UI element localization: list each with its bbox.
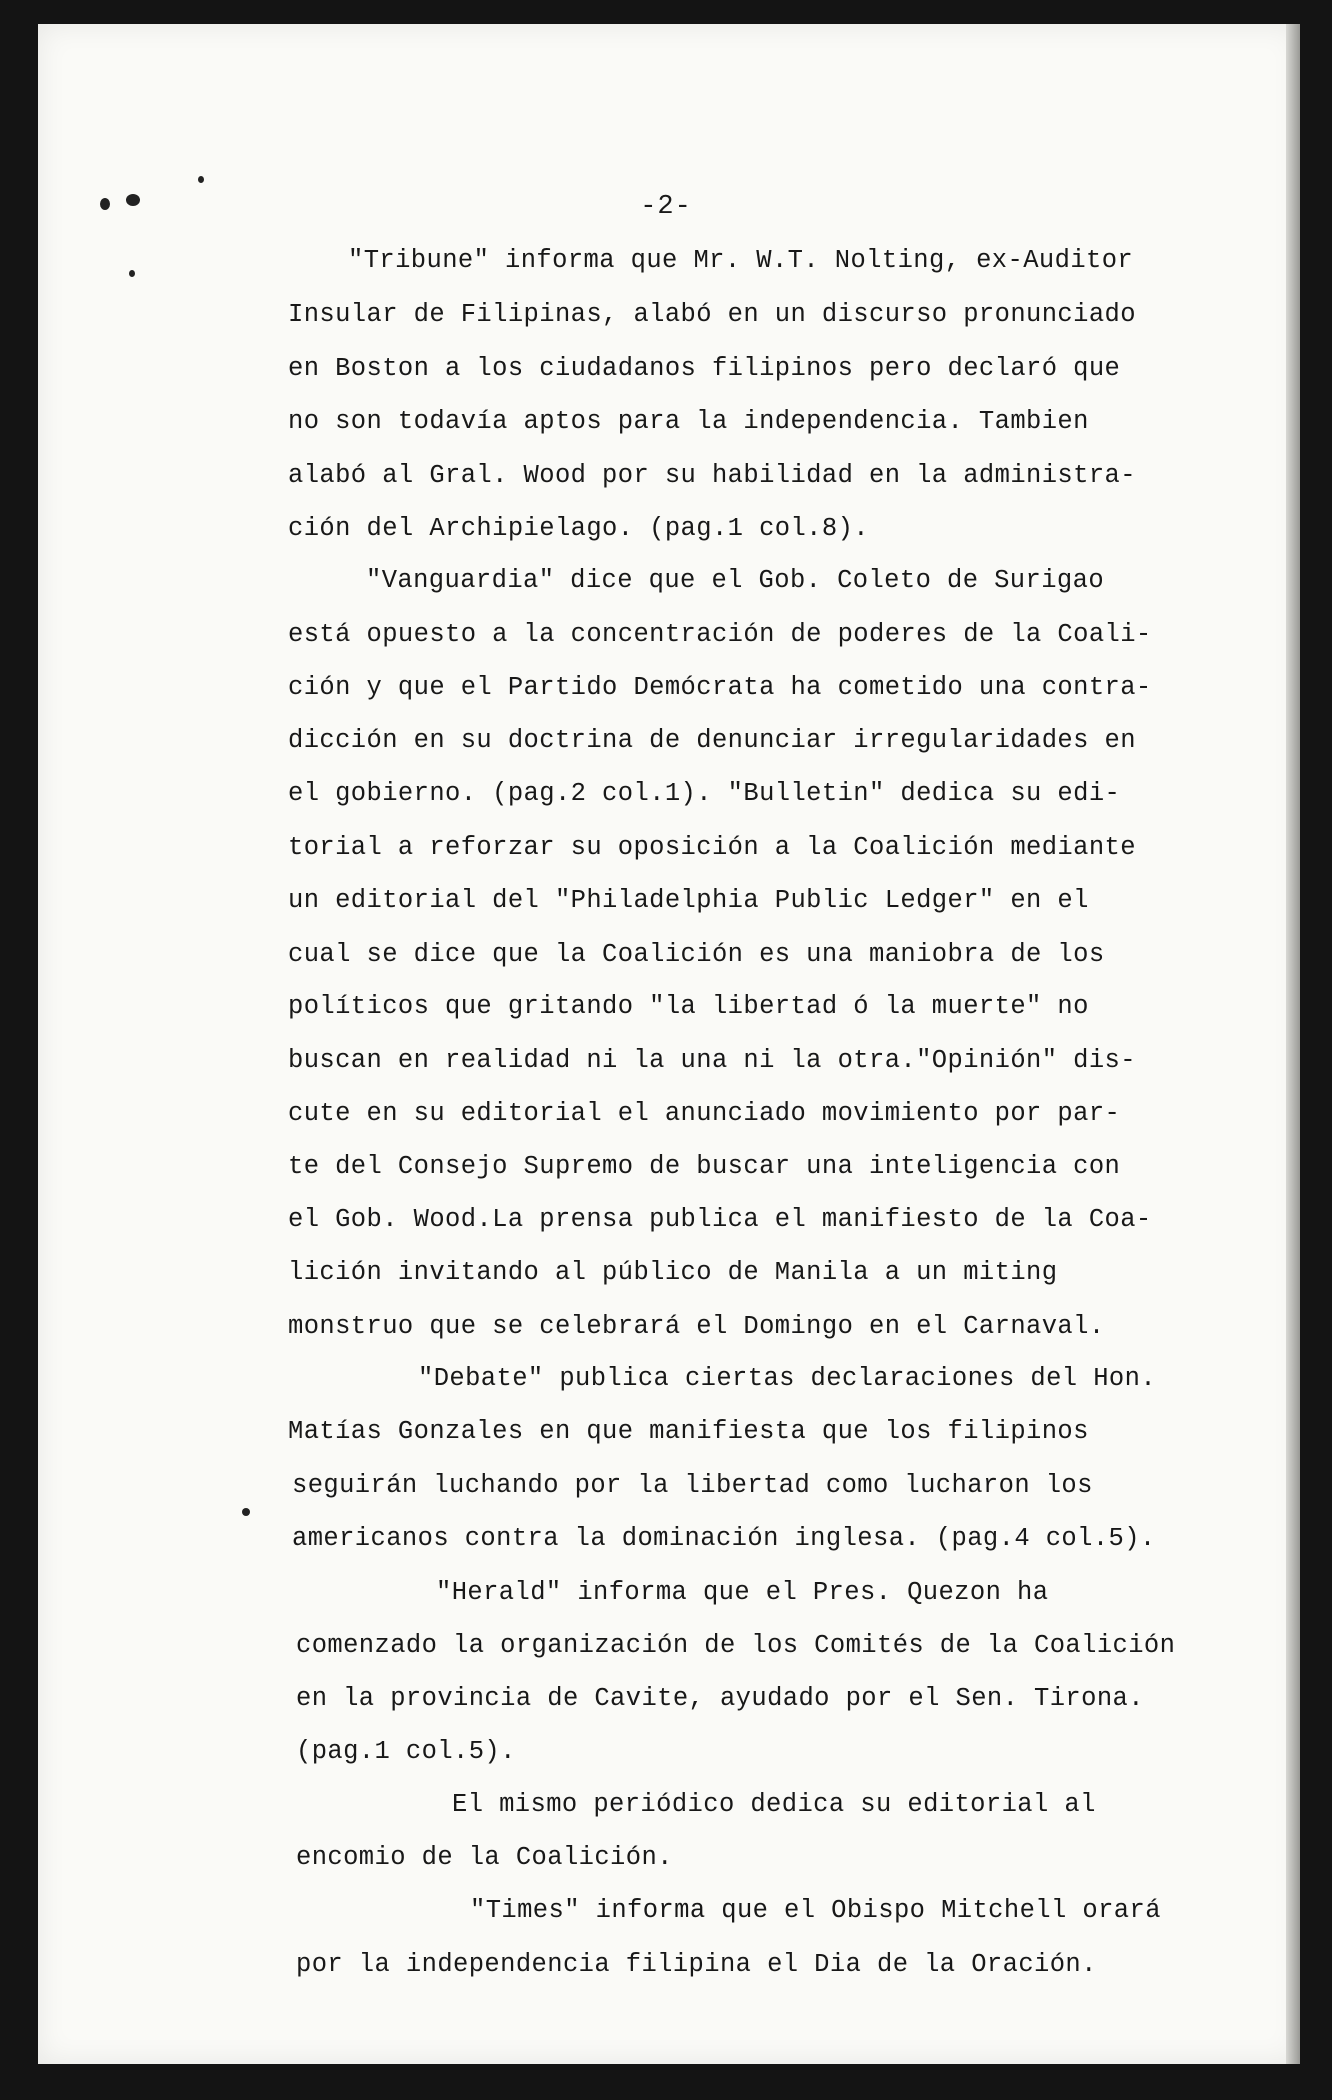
text-line: monstruo que se celebrará el Domingo en el Carnaval. [288,1312,1105,1341]
page-number: -2- [640,192,692,222]
text-line: ción y que el Partido Demócrata ha cometido una contra- [288,673,1152,702]
text-line: Insular de Filipinas, alabó en un discurso pronunciado [288,300,1136,329]
text-line: dicción en su doctrina de denunciar irregularidades en [288,726,1136,755]
text-line: "Vanguardia" dice que el Gob. Coleto de Surigao [366,566,1105,595]
text-line: un editorial del "Philadelphia Public Ledger" en el [288,886,1089,915]
text-line: "Debate" publica ciertas declaraciones del Hon. [418,1364,1157,1393]
text-line: políticos que gritando "la libertad ó la muerte" no [288,992,1089,1021]
text-line: lición invitando al público de Manila a un miting [288,1258,1058,1287]
text-line: en la provincia de Cavite, ayudado por el Sen. Tirona. [296,1684,1144,1713]
text-line: te del Consejo Supremo de buscar una inteligencia con [288,1152,1121,1181]
text-line: comenzado la organización de los Comités de la Coalición [296,1631,1176,1660]
text-line: en Boston a los ciudadanos filipinos pero declaró que [288,354,1121,383]
text-line: (pag.1 col.5). [296,1737,516,1766]
text-line: "Times" informa que el Obispo Mitchell orará [470,1896,1161,1925]
page-edge-shadow [1286,24,1300,2064]
text-line: El mismo periódico dedica su editorial al [452,1790,1096,1819]
ink-speck [129,270,135,277]
text-line: Matías Gonzales en que manifiesta que los filipinos [288,1417,1089,1446]
text-line: el gobierno. (pag.2 col.1). "Bulletin" dedica su edi- [288,779,1121,808]
text-line: el Gob. Wood.La prensa publica el manifiesto de la Coa- [288,1205,1152,1234]
text-line: encomio de la Coalición. [296,1843,673,1872]
text-line: "Tribune" informa que Mr. W.T. Nolting, ex-Auditor [348,246,1134,275]
text-line: cute en su editorial el anunciado movimiento por par- [288,1099,1121,1128]
ink-speck [242,1508,250,1516]
text-line: seguirán luchando por la libertad como lucharon los [292,1471,1093,1500]
document-page [38,24,1300,2064]
text-line: alabó al Gral. Wood por su habilidad en la administra- [288,461,1136,490]
text-line: buscan en realidad ni la una ni la otra."Opinión" dis- [288,1046,1136,1075]
text-line: no son todavía aptos para la independencia. Tambien [288,407,1089,436]
text-line: cual se dice que la Coalición es una maniobra de los [288,940,1105,969]
text-line: americanos contra la dominación inglesa. (pag.4 col.5). [292,1524,1156,1553]
text-line: torial a reforzar su oposición a la Coalición mediante [288,833,1136,862]
text-line: por la independencia filipina el Dia de la Oración. [296,1950,1097,1979]
text-line: ción del Archipielago. (pag.1 col.8). [288,514,869,543]
text-line: "Herald" informa que el Pres. Quezon ha [436,1578,1049,1607]
text-line: está opuesto a la concentración de poderes de la Coali- [288,620,1152,649]
ink-speck [198,176,204,183]
